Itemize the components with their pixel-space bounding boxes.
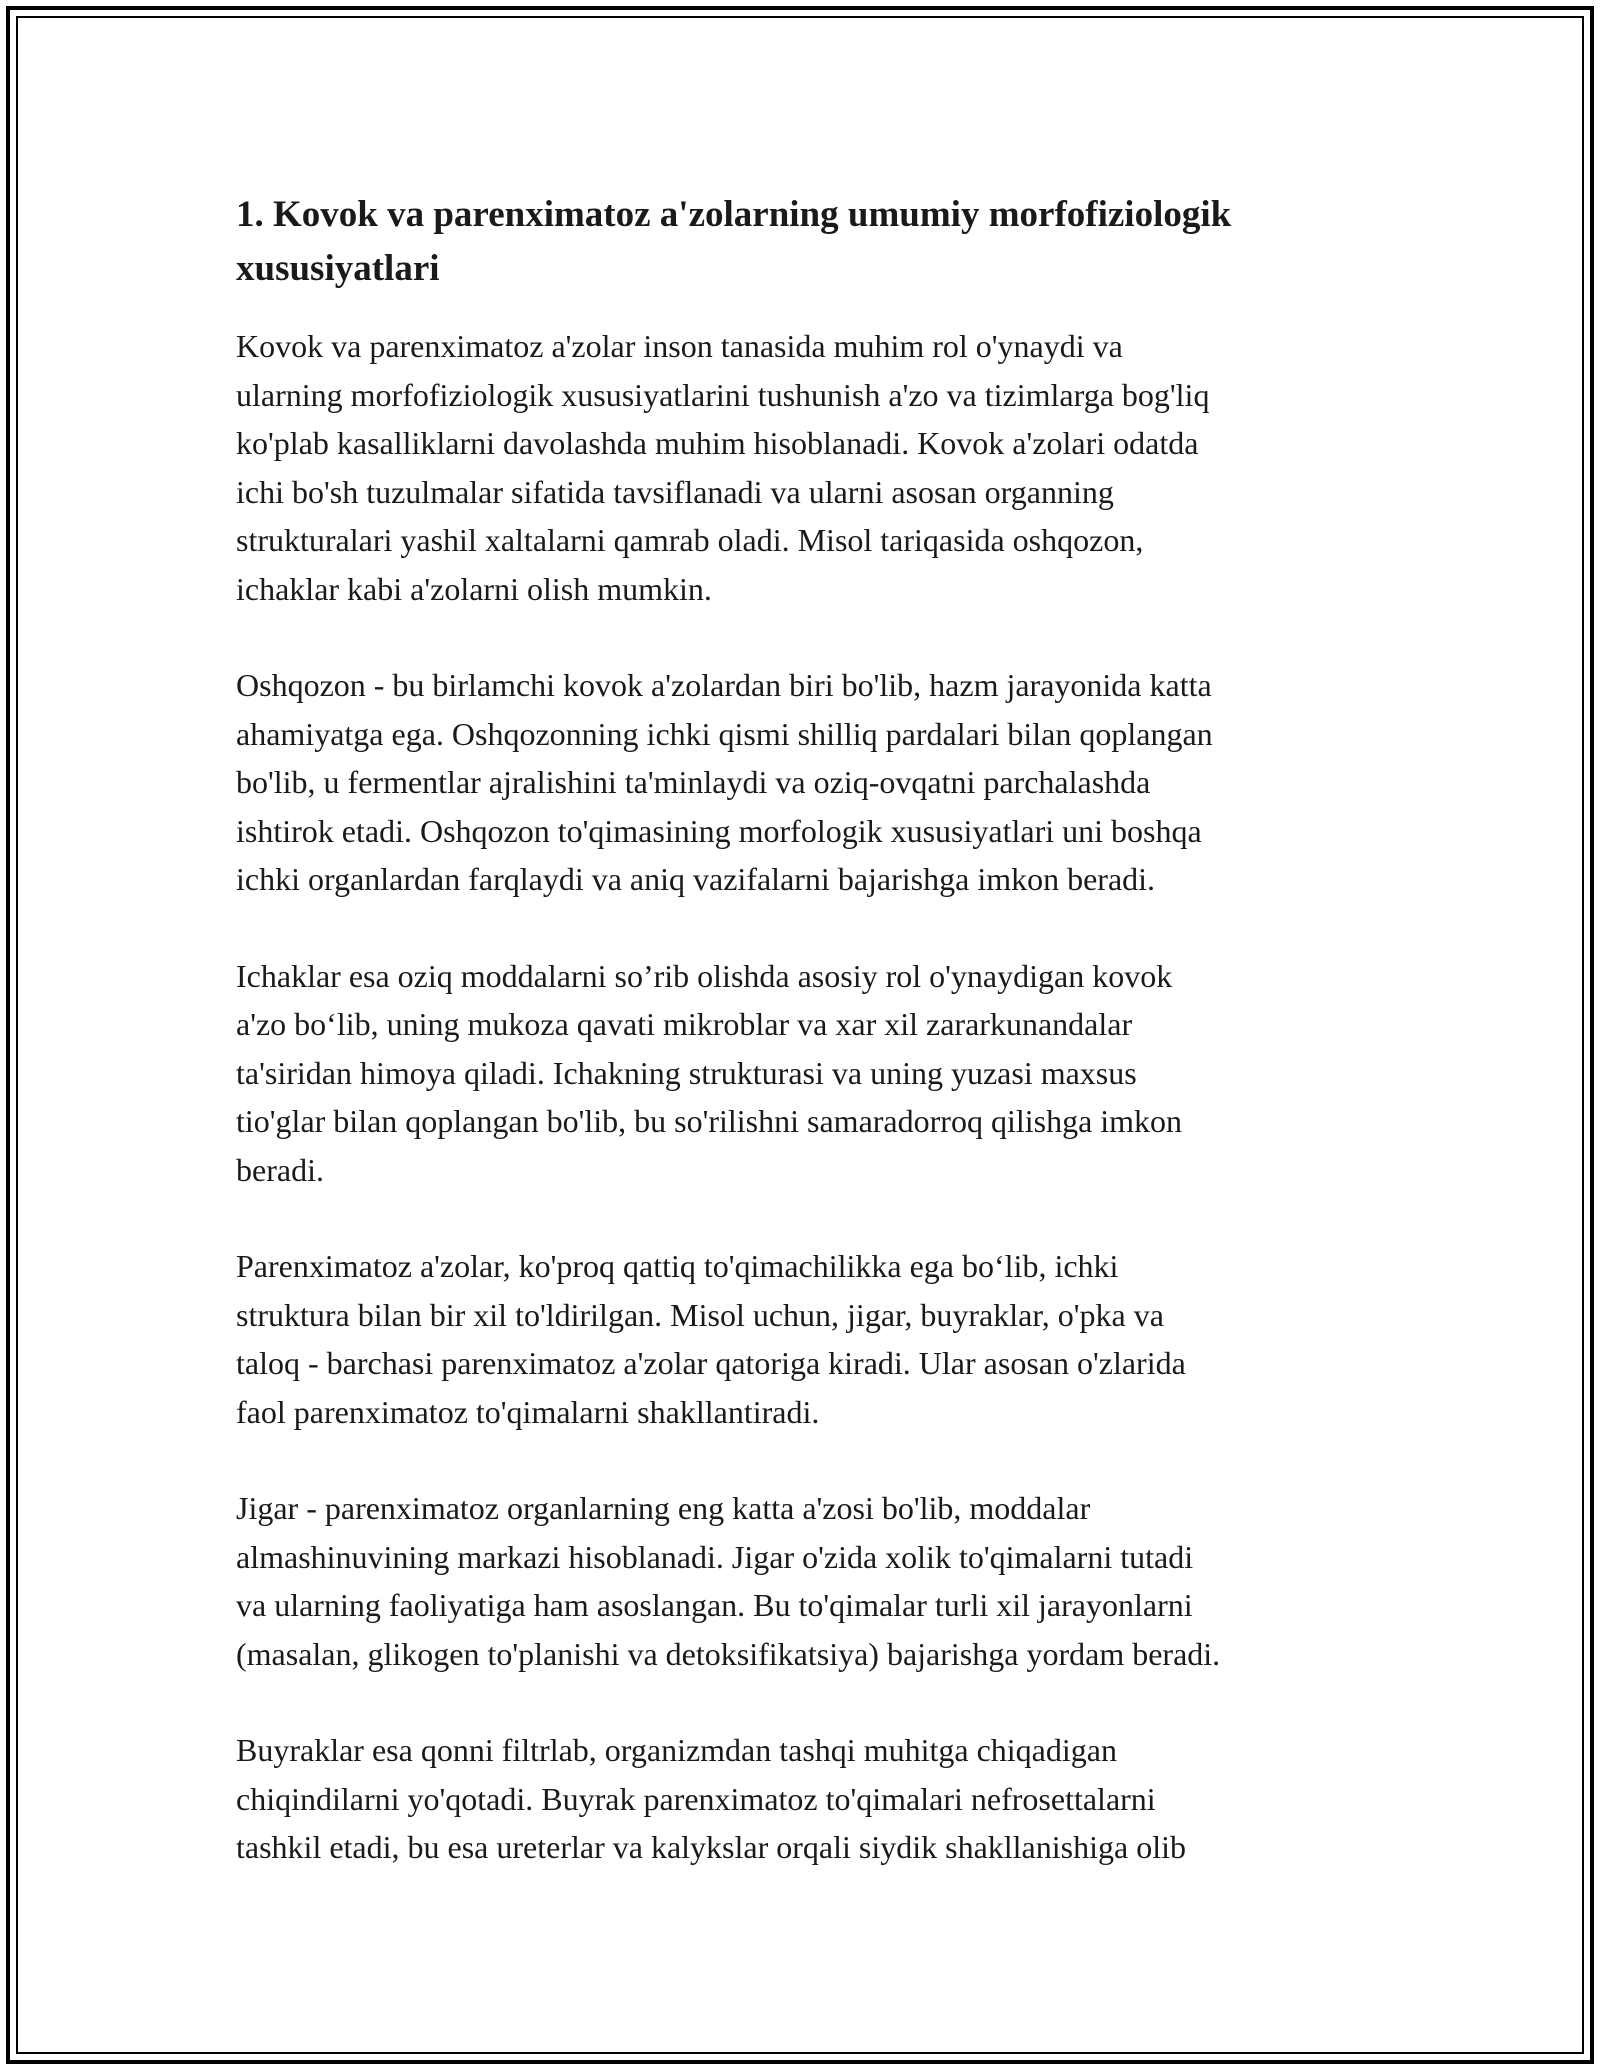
- text-line: ahamiyatga ega. Oshqozonning ichki qismi shilliq pardalari bilan qoplangan: [236, 715, 1213, 752]
- text-line: Buyraklar esa qonni filtrlab, organizmdan tashqi muhitga chiqadigan: [236, 1732, 1117, 1768]
- text-line: tio'glar bilan qoplangan bo'lib, bu so'rilishni samaradorroq qilishga imkon: [236, 1103, 1183, 1139]
- text-line: chiqindilarni yo'qotadi. Buyrak parenximatoz to'qimalari nefrosettalarni: [236, 1780, 1156, 1817]
- text-line: Parenximatoz a'zolar, ko'proq qattiq to'qimachilikka ega bo‘lib, ichki: [236, 1248, 1119, 1284]
- text-line: strukturalari yashil xaltalarni qamrab oladi. Misol tariqasida oshqozon,: [236, 522, 1144, 558]
- text-line: struktura bilan bir xil to'ldirilgan. Misol uchun, jigar, buyraklar, o'pka va: [236, 1296, 1164, 1333]
- text-line: ularning morfofiziologik xususiyatlarini tushunish a'zo va tizimlarga bog'liq: [236, 376, 1210, 413]
- text-line: Ichaklar esa oziq moddalarni so’rib olishda asosiy rol o'ynaydigan kovok: [236, 957, 1173, 994]
- text-line: beradi.: [236, 1151, 324, 1188]
- text-line: faol parenximatoz to'qimalarni shakllantiradi.: [236, 1393, 820, 1430]
- section-heading: [236, 188, 1376, 296]
- text-line: Jigar - parenximatoz organlarning eng katta a'zosi bo'lib, moddalar: [236, 1490, 1091, 1526]
- text-line: ichaklar kabi a'zolarni olish mumkin.: [236, 570, 712, 607]
- document-body: [236, 188, 1376, 1872]
- text-line: va ularning faoliyatiga ham asoslangan. Bu to'qimalar turli xil jarayonlarni: [236, 1587, 1193, 1623]
- heading-line: 1. Kovok va parenximatoz a'zolarning umumiy morfofiziologik: [236, 194, 1232, 235]
- text-line: almashinuvining markazi hisoblanadi. Jigar o'zida xolik to'qimalarni tutadi: [236, 1538, 1194, 1575]
- text-line: taloq - barchasi parenximatoz a'zolar qatoriga kiradi. Ular asosan o'zlarida: [236, 1345, 1186, 1381]
- paragraph-jigar: [236, 1484, 1376, 1678]
- text-line: bo'lib, u fermentlar ajralishini ta'minlaydi va oziq-ovqatni parchalashda: [236, 764, 1151, 800]
- text-line: ichki organlardan farqlaydi va aniq vazifalarni bajarishga imkon beradi.: [236, 861, 1156, 897]
- heading-line: xususiyatlari: [236, 248, 440, 289]
- text-line: ko'plab kasalliklarni davolashda muhim hisoblanadi. Kovok a'zolari odatda: [236, 425, 1199, 461]
- paragraph-ichaklar: [236, 952, 1376, 1195]
- text-line: ichi bo'sh tuzulmalar sifatida tavsiflanadi va ularni asosan organning: [236, 473, 1114, 510]
- text-line: ta'siridan himoya qiladi. Ichakning strukturasi va uning yuzasi maxsus: [236, 1054, 1137, 1091]
- text-line: ishtirok etadi. Oshqozon to'qimasining morfologik xususiyatlari uni boshqa: [236, 812, 1202, 849]
- paragraph-kovok-intro: [236, 322, 1376, 613]
- text-line: (masalan, glikogen to'planishi va detoksifikatsiya) bajarishga yordam beradi.: [236, 1635, 1221, 1672]
- text-line: Kovok va parenximatoz a'zolar inson tanasida muhim rol o'ynaydi va: [236, 328, 1123, 364]
- paragraph-oshqozon: [236, 661, 1376, 904]
- text-line: Oshqozon - bu birlamchi kovok a'zolardan biri bo'lib, hazm jarayonida katta: [236, 667, 1212, 703]
- text-line: a'zo bo‘lib, uning mukoza qavati mikroblar va xar xil zararkunandalar: [236, 1006, 1133, 1042]
- paragraph-buyraklar: [236, 1726, 1376, 1872]
- text-line: tashkil etadi, bu esa ureterlar va kalykslar orqali siydik shakllanishiga olib: [236, 1829, 1186, 1865]
- paragraph-parenximatoz: [236, 1242, 1376, 1436]
